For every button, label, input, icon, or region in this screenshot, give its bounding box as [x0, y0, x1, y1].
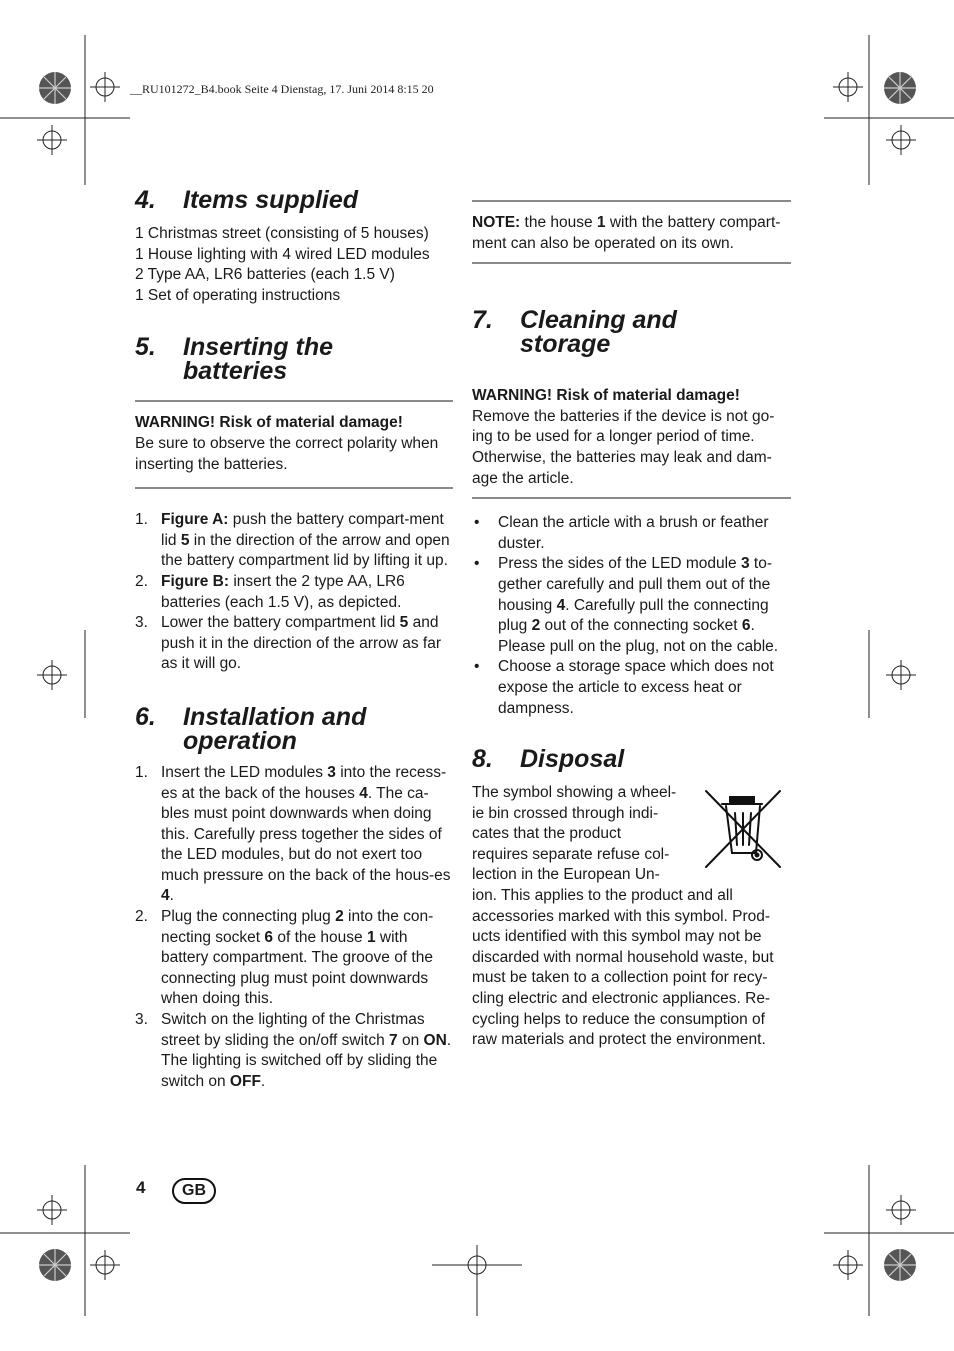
left-column [135, 188, 453, 1092]
list-item [135, 1010, 453, 1092]
section-number: 5. [135, 333, 156, 362]
warning-text: Be sure to observe the correct polarity when inserting the batteries. [135, 434, 439, 473]
bullet: • [474, 658, 480, 676]
step-text: Lower the battery compartment lid 5 and push it in the direction of the arrow as far as it will go. [161, 614, 442, 673]
crossed-wheelie-bin-icon [702, 787, 784, 871]
text-line: The symbol showing a wheel- [472, 784, 677, 802]
step-number: 1. [135, 511, 148, 529]
section-4-heading [135, 188, 453, 212]
bullet: • [474, 555, 480, 573]
step-text: Figure A: push the battery compart-ment lid 5 in the direction of the arrow and open the battery compartment lid by lifting it up. [161, 511, 450, 570]
title-line: batteries [183, 357, 288, 386]
note-text: NOTE: the house 1 with the battery compart-ment can also be operated on its own. [472, 214, 781, 252]
page-number: 4 [136, 1178, 146, 1197]
list-item [135, 763, 453, 907]
section-6-heading [135, 702, 453, 755]
text-line: lection in the European Un- [472, 866, 660, 884]
right-column [472, 200, 791, 1051]
language-badge: GB [172, 1178, 216, 1204]
step-text: Insert the LED modules 3 into the recess-es at the back of the houses 4. The ca-bles must point downwards when doing this. Carefully press together the sides of the LED modules, but do not exert too much pressure on the back of the hous-es 4. [161, 763, 451, 905]
section-number: 8. [472, 745, 493, 774]
items-list [135, 224, 453, 306]
section-title: Disposal [520, 745, 625, 774]
section-8-heading [472, 745, 791, 774]
warning-title: WARNING! Risk of material damage! [135, 414, 403, 432]
cleaning-bullets [472, 513, 791, 719]
section-title [520, 306, 791, 359]
warning-box [135, 400, 453, 489]
text-line: requires separate refuse col- [472, 845, 670, 863]
section-number: 7. [472, 306, 493, 335]
note-label: NOTE: [472, 214, 521, 231]
warning-title: WARNING! Risk of material damage! [472, 387, 740, 405]
bullet-text: Press the sides of the LED module 3 to-gether carefully and pull them out of the housing 4. Carefully pull the connecting plug 2 out of the connecting socket 6. Please pull on the plug, not on the cable. [498, 555, 779, 655]
step-number: 2. [135, 572, 148, 590]
title-line: operation [183, 726, 297, 755]
title-line: Cleaning and [520, 306, 677, 335]
step-text: Switch on the lighting of the Christmas street by sliding the on/off switch 7 on ON. The lighting is switched off by sliding the switch on OFF. [161, 1011, 452, 1090]
battery-steps [135, 510, 453, 675]
section-number: 4. [135, 186, 156, 214]
step-text: Plug the connecting plug 2 into the con-necting socket 6 of the house 1 with battery compartment. The groove of the connecting plug must point downwards when doing this. [161, 908, 434, 1008]
section-number: 6. [135, 702, 156, 731]
title-line: Installation and [183, 702, 367, 731]
bullet-text: Choose a storage space which does not expose the article to excess heat or dampness. [498, 658, 774, 717]
bullet: • [474, 514, 480, 532]
title-line: Inserting the [183, 333, 334, 362]
section-7-heading [472, 306, 791, 359]
step-number: 3. [135, 1011, 148, 1029]
list-item [135, 613, 453, 675]
step-text: Figure B: insert the 2 type AA, LR6 batteries (each 1.5 V), as depicted. [161, 572, 405, 611]
list-item [472, 657, 791, 719]
section-title [183, 333, 453, 386]
warning-text: Remove the batteries if the device is not go-ing to be used for a longer period of time. Otherwise, the batteries may leak and dam-age the article. [472, 407, 775, 487]
list-item [135, 572, 453, 613]
note-box [472, 200, 791, 264]
list-item: 1 Set of operating instructions [135, 286, 341, 304]
step-number: 2. [135, 908, 148, 926]
step-number: 1. [135, 763, 148, 781]
section-5-heading [135, 333, 453, 386]
section-title [183, 702, 453, 755]
list-item: 2 Type AA, LR6 batteries (each 1.5 V) [135, 266, 395, 284]
print-header: __RU101272_B4.book Seite 4 Dienstag, 17. Juni 2014 8:15 20 [130, 82, 434, 96]
text-line: ie bin crossed through indi- [472, 804, 659, 822]
warning-box [472, 378, 791, 499]
list-item [472, 513, 791, 554]
list-item [135, 510, 453, 572]
bullet-text: Clean the article with a brush or feather duster. [498, 514, 769, 552]
operation-steps [135, 763, 453, 1093]
title-line: storage [520, 330, 611, 359]
list-item [135, 907, 453, 1010]
text-paragraph: ion. This applies to the product and all accessories marked with this symbol. Prod-ucts identified with this symbol may not be discarded with normal household waste, but must be taken to a collection point for recy-cling electric and electronic appliances. Re-cycling helps to reduce the consumption of raw materials and protect the environment. [472, 887, 774, 1049]
list-item: 1 Christmas street (consisting of 5 houses) [135, 225, 429, 242]
list-item: 1 House lighting with 4 wired LED modules [135, 245, 430, 263]
list-item [472, 554, 791, 657]
step-number: 3. [135, 614, 148, 632]
text-line: cates that the product [472, 825, 622, 843]
section-title: Items supplied [183, 186, 359, 214]
